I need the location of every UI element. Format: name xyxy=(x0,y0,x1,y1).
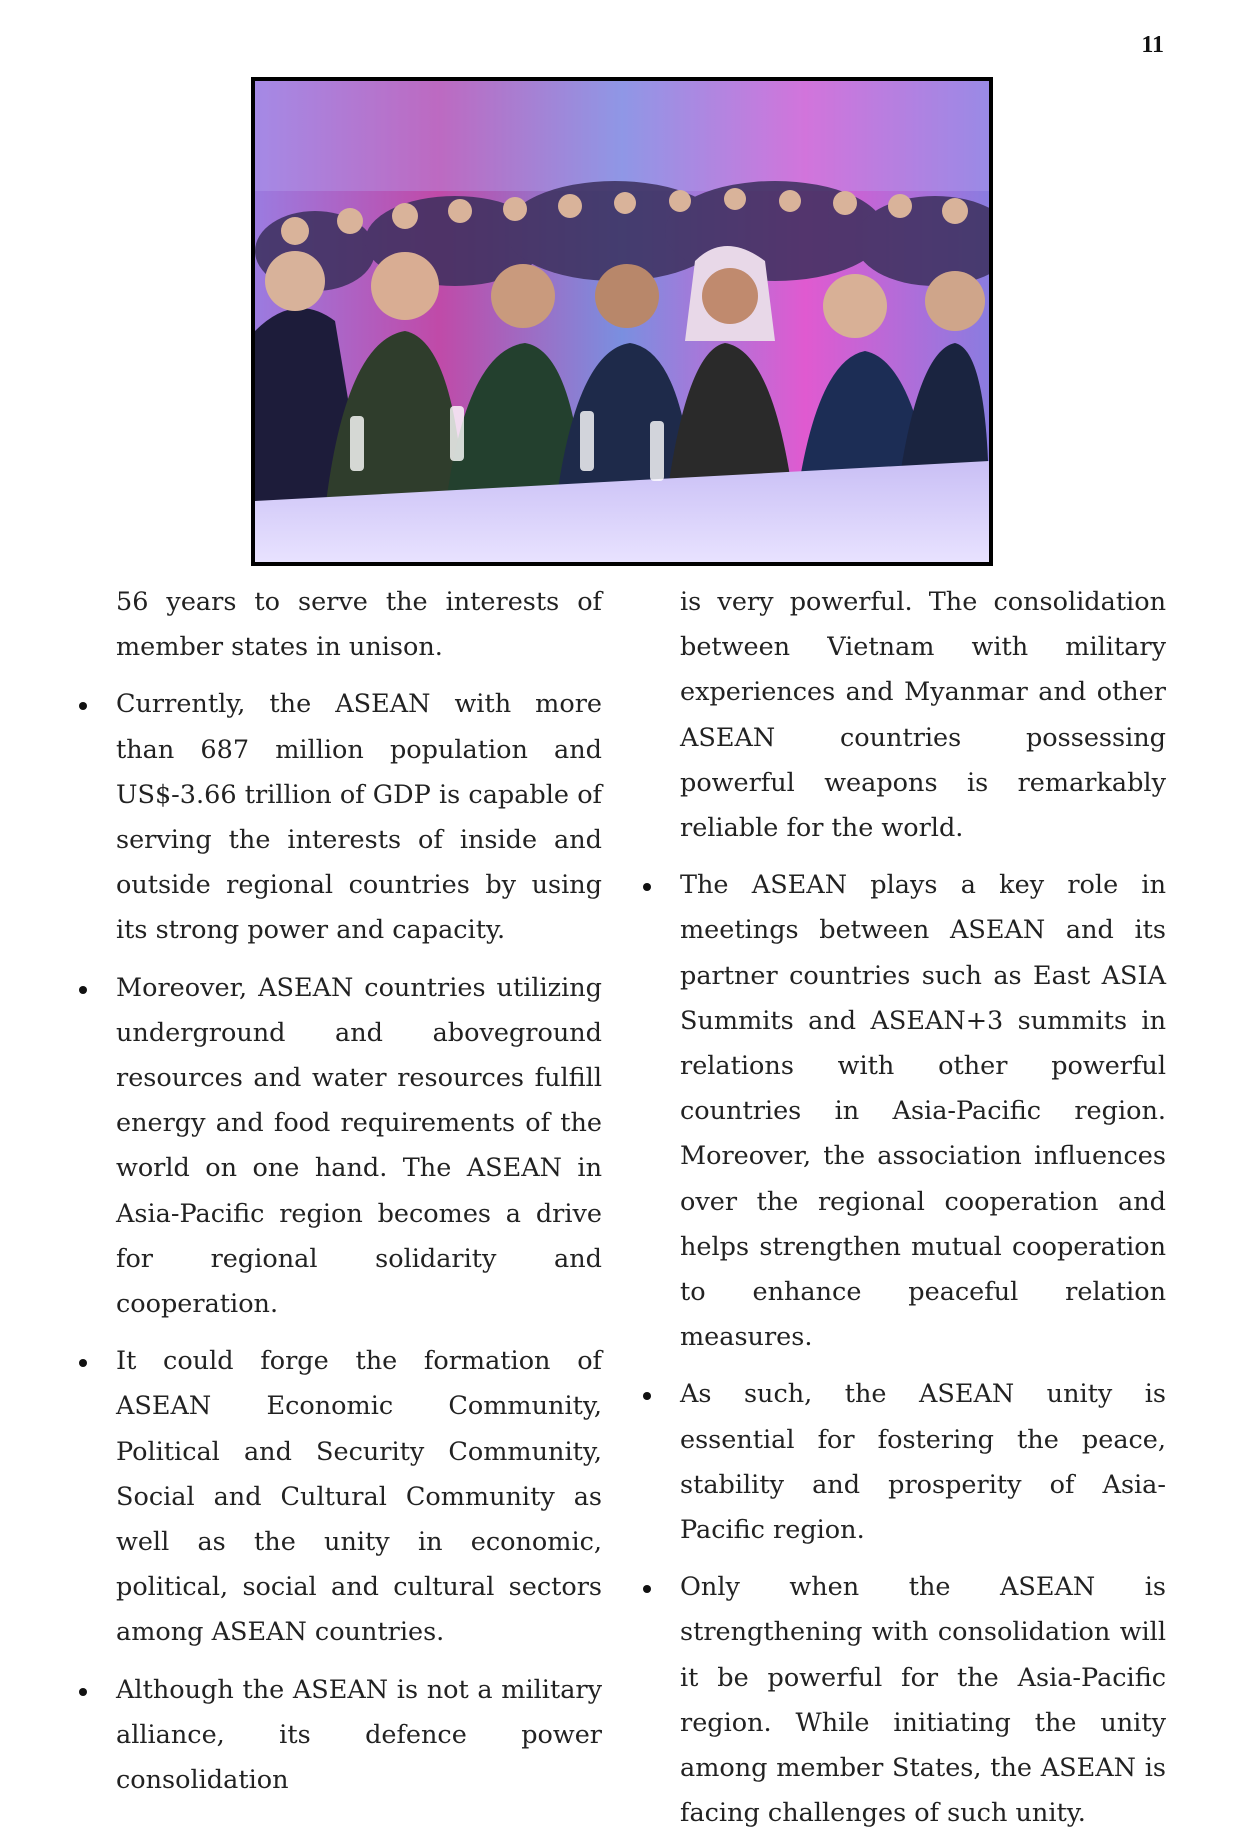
list-item: The ASEAN plays a key role in meetings between ASEAN and its partner countries such as East ASIA Summits and ASEAN+3 summits in relations with other powerful countries in Asia-Pacific region. Moreover, the association influences over the regional cooperation and helps strengthen mutual cooperation to enhance peaceful relation measures. xyxy=(680,863,1166,1360)
conference-photo xyxy=(251,77,993,566)
right-continuation-paragraph: is very powerful. The consolidation between Vietnam with military experiences and Myanmar and other ASEAN countries possessing powerful weapons is remarkably reliable for the world. xyxy=(680,587,1166,844)
page-number: 11 xyxy=(1141,32,1164,58)
list-item: Currently, the ASEAN with more than 687 million population and US$-3.66 trillion of GDP is capable of serving the interests of inside and outside regional countries by using its strong power and capacity. xyxy=(116,682,602,953)
left-column xyxy=(116,580,602,1803)
list-item: Only when the ASEAN is strengthening with consolidation will it be powerful for the Asia-Pacific region. While initiating the unity among member States, the ASEAN is facing challenges of such unity. xyxy=(680,1565,1166,1836)
list-item: It could forge the formation of ASEAN Economic Community, Political and Security Community, Social and Cultural Community as well as the unity in economic, political, social and cultural sectors among ASEAN countries. xyxy=(116,1339,602,1655)
left-continuation-paragraph: 56 years to serve the interests of member states in unison. xyxy=(116,587,602,663)
right-column xyxy=(680,580,1166,1836)
list-item: As such, the ASEAN unity is essential for fostering the peace, stability and prosperity of Asia-Pacific region. xyxy=(680,1372,1166,1553)
list-item: Moreover, ASEAN countries utilizing underground and aboveground resources and water resources fulfill energy and food requirements of the world on one hand. The ASEAN in Asia-Pacific region becomes a drive for regional solidarity and cooperation. xyxy=(116,966,602,1328)
list-item: Although the ASEAN is not a military alliance, its defence power consolidation xyxy=(116,1668,602,1804)
left-bullet-list xyxy=(116,682,602,1803)
right-bullet-list xyxy=(680,863,1166,1836)
